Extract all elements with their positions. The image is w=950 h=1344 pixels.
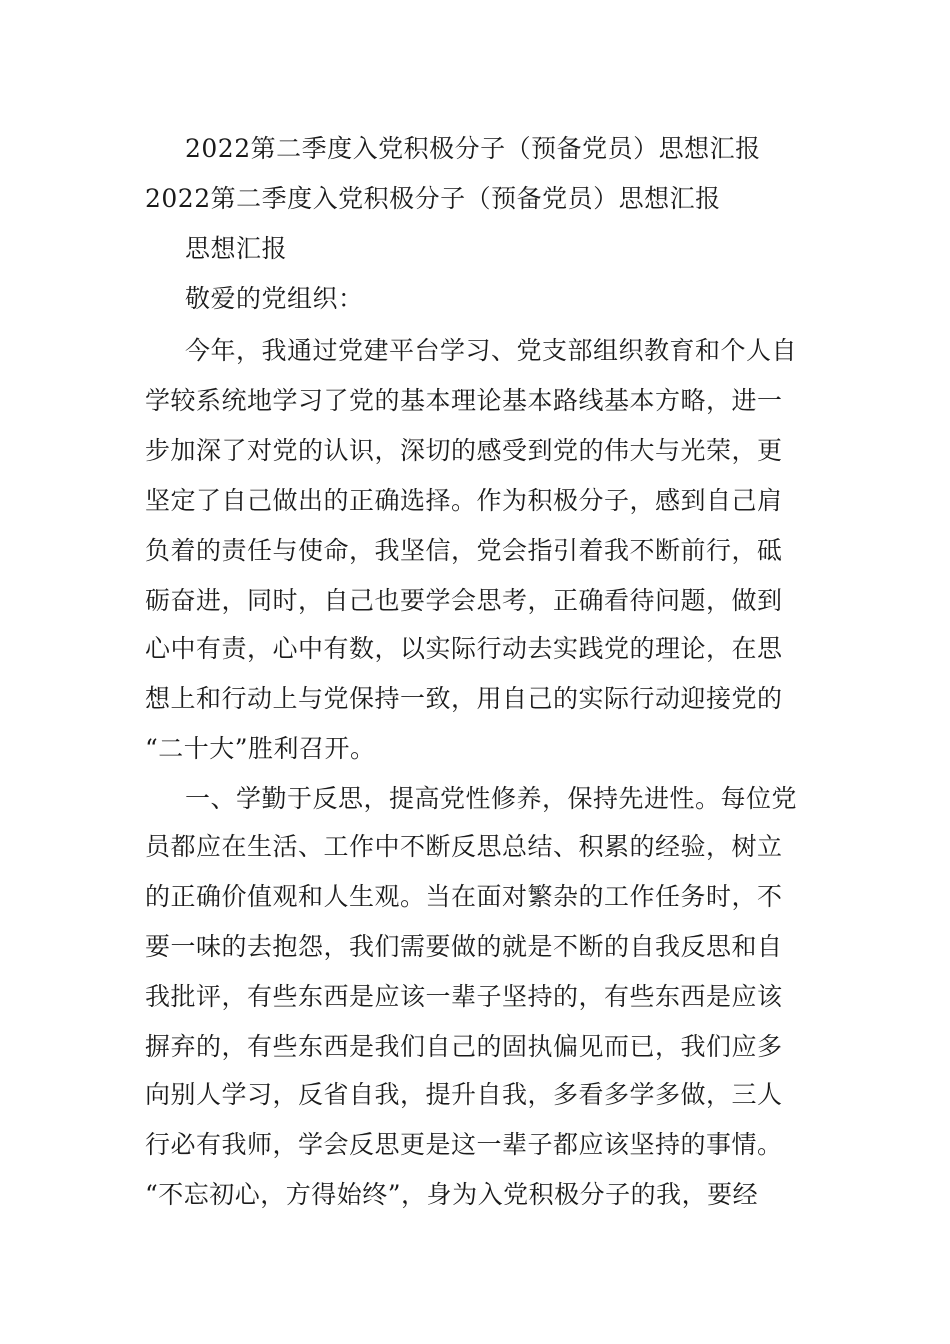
paragraph-2-line: 我批评，有些东西是应该一辈子坚持的，有些东西是应该 [145,982,783,1011]
paragraph-1-line: 坚定了自己做出的正确选择。作为积极分子，感到自己肩 [145,486,783,515]
paragraph-1-line: 砺奋进，同时，自己也要学会思考，正确看待问题，做到 [145,586,783,615]
paragraph-2-line: 行必有我师，学会反思更是这一辈子都应该坚持的事情。 [145,1130,783,1159]
paragraph-1-line: 学较系统地学习了党的基本理论基本路线基本方略，进一 [145,386,783,415]
paragraph-1-line: 心中有责，心中有数，以实际行动去实践党的理论，在思 [145,634,783,663]
paragraph-2-line: 要一味的去抱怨，我们需要做的就是不断的自我反思和自 [145,932,783,961]
paragraph-1-line: 步加深了对党的认识，深切的感受到党的伟大与光荣，更 [145,436,783,465]
report-heading: 思想汇报 [185,234,288,263]
paragraph-2-line: 的正确价值观和人生观。当在面对繁杂的工作任务时，不 [145,882,783,911]
paragraph-2-line: “不忘初心，方得始终”，身为入党积极分子的我，要经 [145,1180,759,1209]
paragraph-2-line: 员都应在生活、工作中不断反思总结、积累的经验，树立 [145,832,783,861]
document-title-line-1: 2022第二季度入党积极分子（预备党员）思想汇报 [185,134,761,163]
salutation: 敬爱的党组织： [185,284,364,313]
paragraph-2-line: 一、学勤于反思，提高党性修养，保持先进性。每位党 [185,784,798,813]
paragraph-1-line: 今年，我通过党建平台学习、党支部组织教育和个人自 [185,336,798,365]
paragraph-1-line: “二十大”胜利召开。 [145,734,376,763]
paragraph-2-line: 摒弃的，有些东西是我们自己的固执偏见而已，我们应多 [145,1032,783,1061]
document-title-line-2: 2022第二季度入党积极分子（预备党员）思想汇报 [145,184,721,213]
paragraph-2-line: 向别人学习，反省自我，提升自我，多看多学多做，三人 [145,1080,783,1109]
paragraph-1-line: 想上和行动上与党保持一致，用自己的实际行动迎接党的 [145,684,783,713]
paragraph-1-line: 负着的责任与使命，我坚信，党会指引着我不断前行，砥 [145,536,783,565]
